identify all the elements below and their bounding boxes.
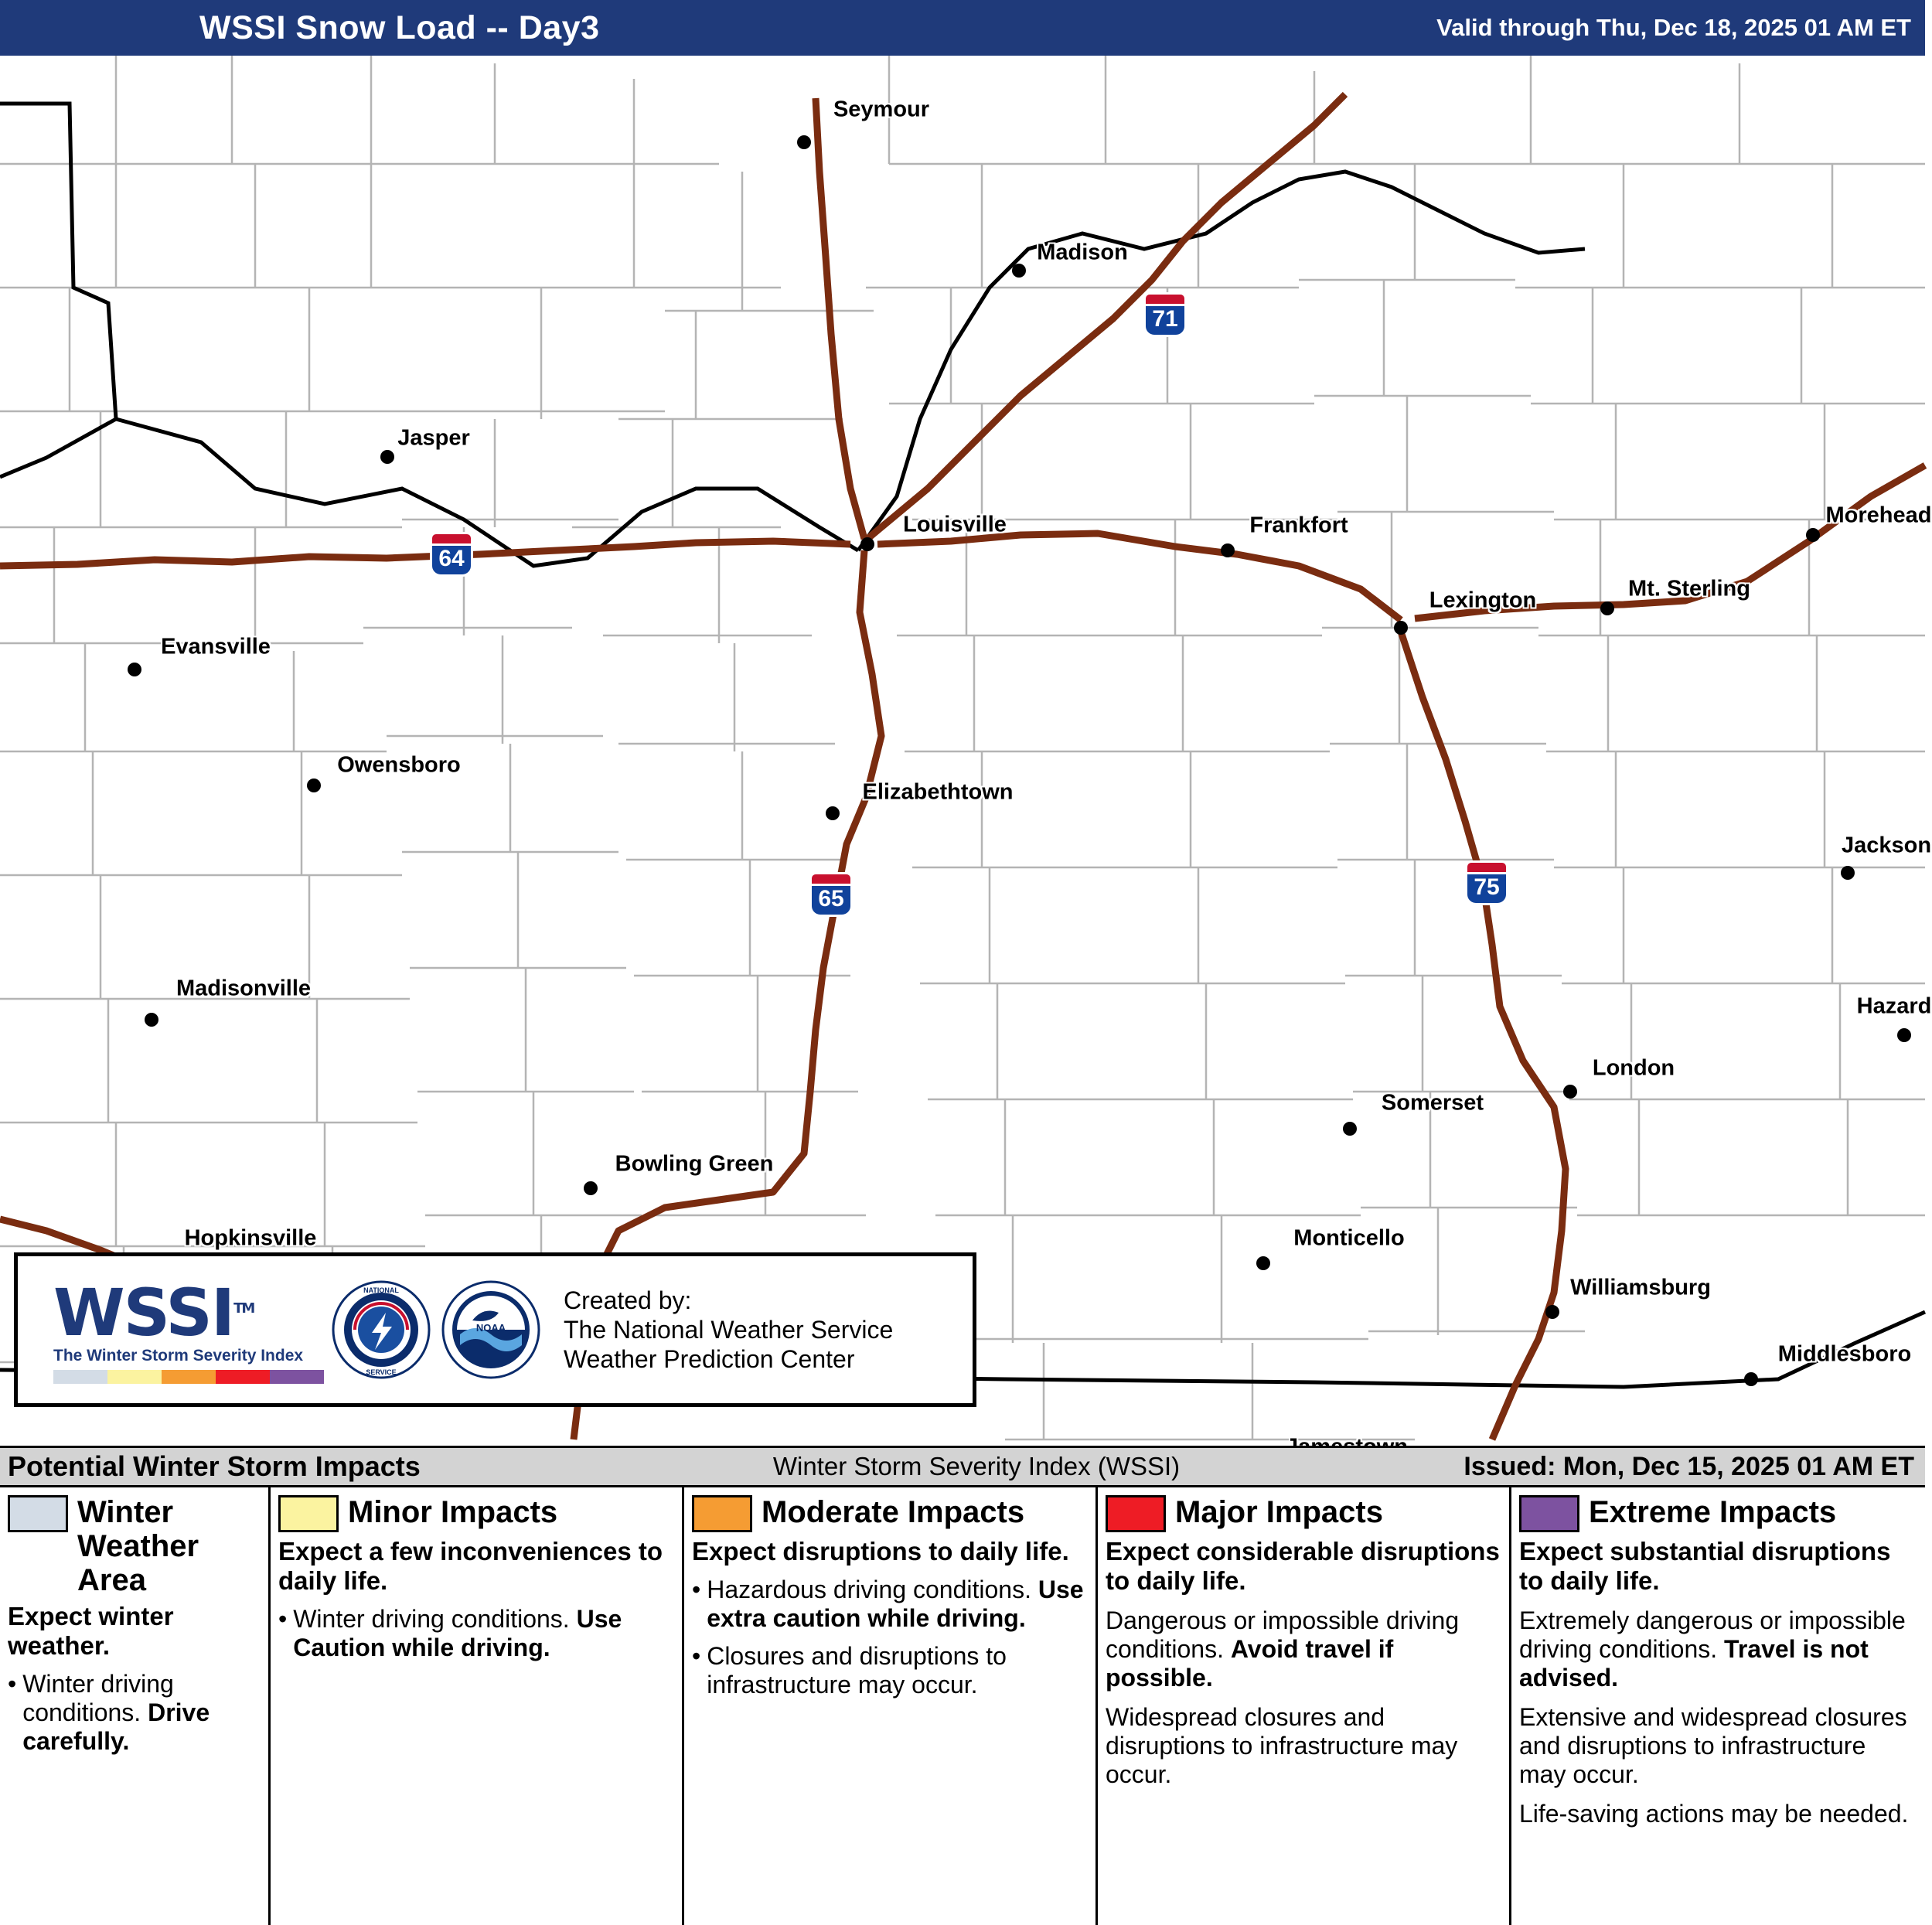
legend-bullet-item <box>692 1642 1088 1699</box>
city-dot <box>1563 1085 1577 1099</box>
city-label: Seymour <box>833 97 930 122</box>
legend-item-text <box>707 1576 1088 1633</box>
legend-item-emphasis: Travel is not advised. <box>1519 1635 1869 1692</box>
legend-item-plain: Dangerous or impossible driving conditions. <box>1106 1606 1460 1663</box>
legend-item-text <box>293 1605 674 1662</box>
bullet-icon: • <box>692 1642 701 1670</box>
city-dot <box>307 779 321 792</box>
legend-item-plain: Extremely dangerous or impossible driving conditions. <box>1519 1606 1906 1663</box>
city-dot <box>1600 601 1614 615</box>
city-label: Hopkinsville <box>184 1225 317 1251</box>
svg-text:NOAA: NOAA <box>475 1322 506 1334</box>
city-dot <box>1897 1028 1911 1042</box>
city-dot <box>1256 1256 1270 1270</box>
impacts-strip-subtitle: Winter Storm Severity Index (WSSI) <box>772 1452 1181 1480</box>
city-dot <box>584 1181 598 1195</box>
wssi-color-bar <box>53 1370 324 1384</box>
legend-column <box>1511 1487 1925 1925</box>
wssi-color-bar-segment <box>216 1370 270 1384</box>
wssi-wordmark <box>53 1274 319 1351</box>
issued-text: Issued: Mon, Dec 15, 2025 01 AM ET <box>1463 1451 1914 1481</box>
city-dot <box>826 806 840 820</box>
legend-item-plain: Widespread closures and disruptions to infrastructure may occur. <box>1106 1703 1458 1788</box>
legend-item-emphasis: Use Caution while driving. <box>293 1605 622 1661</box>
legend-item-emphasis: Drive carefully. <box>22 1698 210 1755</box>
svg-text:NATIONAL: NATIONAL <box>363 1286 399 1294</box>
legend-item-text <box>22 1670 261 1756</box>
city-dot <box>1343 1122 1357 1136</box>
city-label: Owensboro <box>337 752 461 778</box>
legend-header <box>8 1495 261 1597</box>
wssi-color-bar-segment <box>162 1370 216 1384</box>
city-label: Madisonville <box>175 976 312 1001</box>
interstate-shield-number: 64 <box>438 546 465 571</box>
city-dot <box>1394 621 1408 635</box>
legend-item-text <box>1106 1703 1457 1788</box>
legend-swatch <box>8 1495 68 1532</box>
interstate-shield-number: 71 <box>1152 306 1178 332</box>
city-dot <box>1744 1372 1758 1386</box>
city-label: Elizabethtown <box>862 779 1014 805</box>
impacts-strip <box>0 1446 1925 1487</box>
interstate-shield-icon <box>1465 860 1508 905</box>
legend-header <box>1519 1495 1917 1532</box>
legend-swatch <box>1519 1495 1579 1532</box>
legend-paragraph <box>1519 1800 1917 1828</box>
city-dot <box>1012 264 1026 278</box>
legend-column <box>1098 1487 1511 1925</box>
legend-title: Winter Weather Area <box>77 1495 199 1597</box>
city-dot <box>128 663 141 676</box>
legend-item-emphasis: Use extra caution while driving. <box>707 1576 1084 1632</box>
city-label: Lexington <box>1429 588 1537 613</box>
legend-swatch <box>692 1495 752 1532</box>
wssi-tagline: The Winter Storm Severity Index <box>53 1346 304 1365</box>
legend-paragraph <box>1106 1703 1501 1789</box>
interstate-shield-icon <box>430 532 473 577</box>
interstate-shield-number: 65 <box>818 886 844 911</box>
legend-column <box>684 1487 1098 1925</box>
wssi-logo-box <box>14 1252 976 1407</box>
legend-column <box>271 1487 684 1925</box>
legend-item-plain: Winter driving conditions. <box>293 1605 577 1633</box>
page-header <box>0 0 1925 56</box>
legend-item-text <box>1519 1703 1907 1788</box>
bullet-icon: • <box>278 1605 288 1633</box>
legend-item-plain: Closures and disruptions to infrastructure may occur. <box>707 1642 1007 1698</box>
city-dot <box>1806 528 1820 542</box>
city-dot <box>797 135 811 149</box>
legend-title: Extreme Impacts <box>1589 1495 1837 1529</box>
wssi-color-bar-segment <box>107 1370 162 1384</box>
legend-paragraph <box>1106 1606 1501 1692</box>
legend-item-text <box>1106 1606 1459 1692</box>
weather-map[interactable] <box>0 56 1932 1439</box>
legend-header <box>278 1495 674 1532</box>
wssi-trademark: TM <box>233 1300 254 1317</box>
page-title: WSSI Snow Load -- Day3 <box>199 9 600 46</box>
legend-item-plain: Extensive and widespread closures and disruptions to infrastructure may occur. <box>1519 1703 1907 1788</box>
legend-lead-text: Expect a few inconveniences to daily life. <box>278 1537 663 1595</box>
legend-swatch <box>1106 1495 1166 1532</box>
legend-item-text <box>707 1642 1088 1699</box>
legend-paragraph <box>1519 1703 1917 1789</box>
legend-bullet-item <box>692 1576 1088 1633</box>
city-label: Frankfort <box>1249 513 1348 538</box>
created-by-line-1: Created by: <box>564 1286 692 1314</box>
city-label: Somerset <box>1381 1090 1484 1116</box>
legend-lead-text: Expect disruptions to daily life. <box>692 1537 1069 1566</box>
legend-item-text <box>1519 1800 1908 1828</box>
svg-text:SERVICE: SERVICE <box>366 1368 397 1376</box>
city-label: Morehead <box>1825 503 1932 528</box>
legend-lead-text: Expect considerable disruptions to daily life. <box>1106 1537 1500 1595</box>
legend-bullet-item <box>278 1605 674 1662</box>
city-label: Madison <box>1037 240 1128 265</box>
legend-header <box>692 1495 1088 1532</box>
wssi-logo <box>18 1276 319 1384</box>
city-label: Mt. Sterling <box>1628 576 1750 601</box>
legend-title: Major Impacts <box>1175 1495 1383 1529</box>
wssi-color-bar-segment <box>53 1370 107 1384</box>
interstate-shield-icon <box>1143 292 1187 337</box>
city-label: London <box>1592 1055 1675 1081</box>
legend-item-text <box>1519 1606 1906 1692</box>
legend-item-plain: Life-saving actions may be needed. <box>1519 1800 1909 1828</box>
city-dot <box>1221 543 1235 557</box>
legend-lead-text: Expect substantial disruptions to daily life. <box>1519 1537 1891 1595</box>
city-label: Evansville <box>161 634 271 659</box>
agency-seals <box>319 1280 553 1379</box>
city-dot <box>1841 866 1855 880</box>
impacts-strip-title: Potential Winter Storm Impacts <box>8 1450 421 1482</box>
city-dot <box>145 1013 158 1027</box>
city-dot <box>860 537 874 551</box>
valid-through-text: Valid through Thu, Dec 18, 2025 01 AM ET <box>1436 14 1911 41</box>
legend-item-emphasis: Avoid travel if possible. <box>1106 1635 1394 1692</box>
legend-lead-text: Expect winter weather. <box>8 1602 174 1660</box>
legend-title: Moderate Impacts <box>762 1495 1025 1529</box>
noaa-seal-icon <box>441 1280 540 1379</box>
legend-paragraph <box>1519 1606 1917 1692</box>
interstate-shield-icon <box>809 872 853 917</box>
wssi-wordmark-text: WSSI <box>53 1274 234 1351</box>
state-boundaries <box>0 104 1925 1387</box>
wssi-color-bar-segment <box>270 1370 324 1384</box>
nws-seal-icon <box>332 1280 431 1379</box>
created-by-line-3: Weather Prediction Center <box>564 1345 855 1373</box>
bullet-icon: • <box>692 1576 701 1603</box>
legend-item-plain: Winter driving conditions. <box>22 1670 174 1726</box>
city-label: Monticello <box>1293 1225 1405 1251</box>
city-label: Jasper <box>397 425 470 451</box>
created-by-line-2: The National Weather Service <box>564 1316 894 1344</box>
city-label: Middlesboro <box>1777 1341 1912 1367</box>
legend-swatch <box>278 1495 339 1532</box>
legend-column <box>0 1487 271 1925</box>
legend-bullet-item <box>8 1670 261 1756</box>
legend-title: Minor Impacts <box>348 1495 558 1529</box>
created-by-text <box>553 1286 893 1374</box>
legend-item-plain: Hazardous driving conditions. <box>707 1576 1038 1603</box>
impacts-legend <box>0 1487 1925 1925</box>
city-label: Jackson <box>1841 833 1932 858</box>
legend-header <box>1106 1495 1501 1532</box>
city-dot <box>1545 1305 1559 1319</box>
city-dot <box>380 450 394 464</box>
city-label: Louisville <box>903 512 1007 537</box>
interstate-shield-number: 75 <box>1474 874 1500 900</box>
bullet-icon: • <box>8 1670 17 1698</box>
city-label: Williamsburg <box>1570 1275 1711 1300</box>
city-label: Bowling Green <box>615 1151 774 1177</box>
city-label: Hazard <box>1856 993 1932 1019</box>
